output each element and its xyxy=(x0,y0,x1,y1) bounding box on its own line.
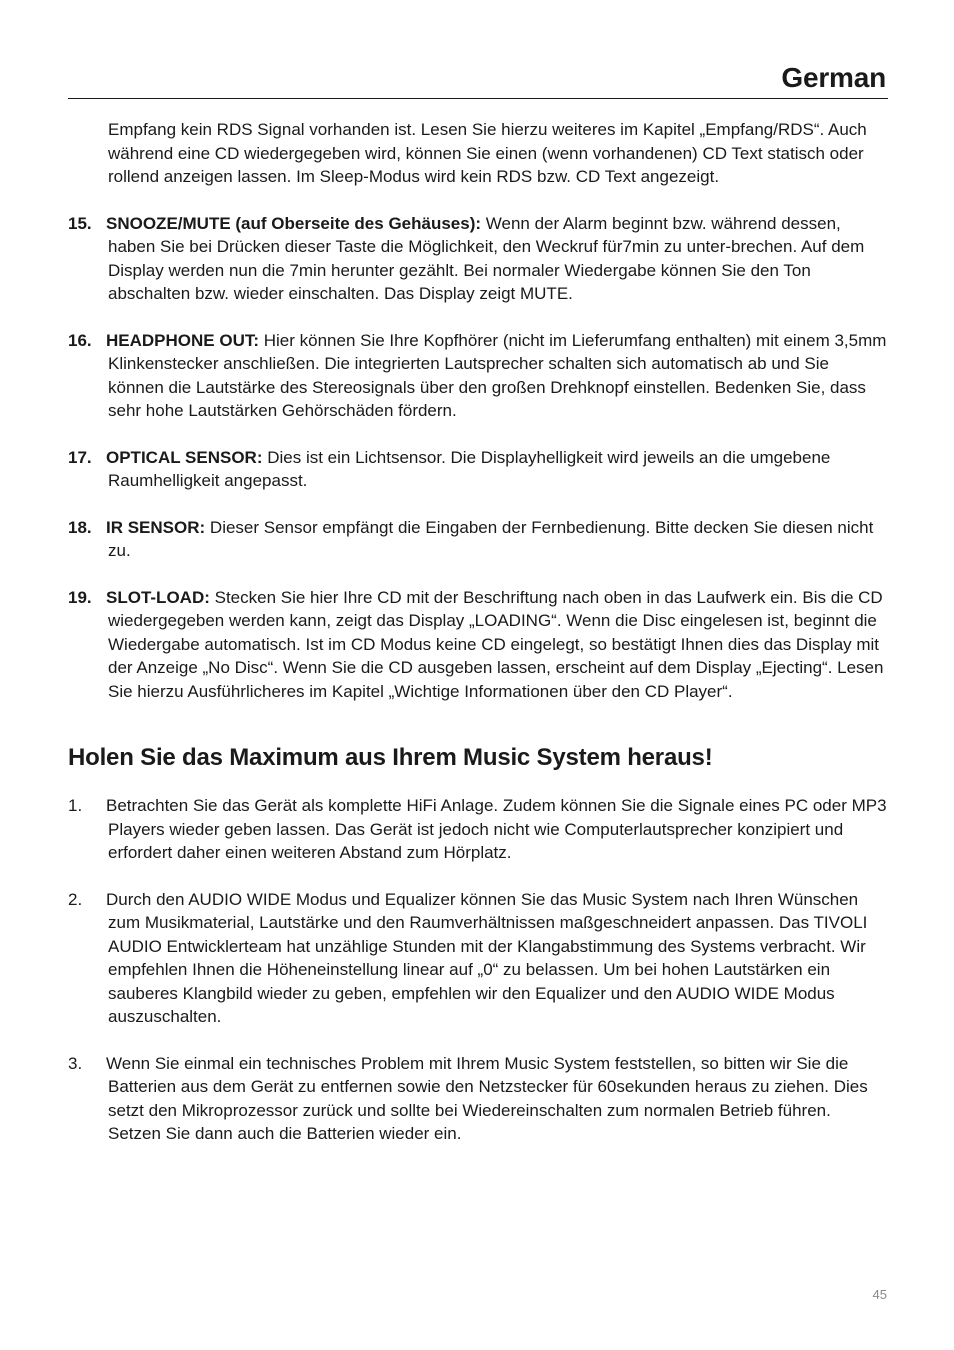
feature-item-17 xyxy=(68,446,888,493)
tip-text: Durch den AUDIO WIDE Modus und Equalizer können Sie das Music System nach Ihren Wünschen zum Musikmaterial, Lautstärke und den Raumverhältnissen maßgeschneidert anpassen. Das TIVOLI AUDIO Entwicklerteam hat unzählige Stunden mit der Klangabstimmung des Systems verbracht. Wir empfehlen Ihnen die Höheneinstellung linear auf „0“ zu belassen. Um bei hohen Lautstärken ein sauberes Klangbild wieder zu geben, empfehlen wir den Equalizer und den AUDIO WIDE Modus auszuschalten. xyxy=(106,889,868,1026)
feature-description xyxy=(108,329,888,423)
feature-term: OPTICAL SENSOR: xyxy=(106,447,263,467)
feature-text: Dies ist ein Lichtsensor. Die Displayhelligkeit wird jeweils an die umgebene Raumhelligkeit angepasst. xyxy=(108,447,831,490)
tip-text: Wenn Sie einmal ein technisches Problem mit Ihrem Music System feststellen, so bitten wir Sie die Batterien aus dem Gerät zu entfernen sowie den Netzstecker für 60sekunden heraus zu ziehen. Dies setzt den Mikroprozessor zurück und sollte bei Wiedereinschalten zum normalen Betrieb führen. Setzen Sie dann auch die Batterien wieder ein. xyxy=(106,1053,868,1143)
feature-text: Wenn der Alarm beginnt bzw. während dessen, haben Sie bei Drücken dieser Taste die Möglichkeit, den Weckruf für7min zu unter-brechen. Auf dem Display werden nun die 7min herunter gezählt. Bei normaler Wiedergabe können Sie den Ton abschalten bzw. wieder einschalten. Das Display zeigt MUTE. xyxy=(108,213,865,303)
feature-number: 17. xyxy=(68,447,92,467)
feature-description xyxy=(108,446,888,493)
feature-item-16 xyxy=(68,329,888,423)
tip-number: 3. xyxy=(68,1053,83,1073)
feature-item-15 xyxy=(68,212,888,306)
tip-text: Betrachten Sie das Gerät als komplette HiFi Anlage. Zudem können Sie die Signale eines PC oder MP3 Players wieder geben lassen. Das Gerät ist jedoch nicht wie Computerlautsprecher konzipiert und erfordert daher einen weiteren Abstand zum Hörplatz. xyxy=(106,796,887,862)
feature-text: Stecken Sie hier Ihre CD mit der Beschriftung nach oben in das Laufwerk ein. Bis die CD wiedergegeben werden kann, zeigt das Display „LOADING“. Wenn die Disc eingelesen ist, beginnt die Wiedergabe automatisch. Ist im CD Modus keine CD eingelegt, so bestätigt Ihnen dies das Display mit der Anzeige „No Disc“. Wenn Sie die CD ausgeben lassen, erscheint auf dem Display „Ejecting“. Lesen Sie hierzu Ausführlicheres im Kapitel „Wichtige Informationen über den CD Player“. xyxy=(108,587,884,701)
feature-item-19 xyxy=(68,586,888,704)
page-content xyxy=(68,118,888,1146)
tip-item-1 xyxy=(68,794,888,865)
tip-number: 1. xyxy=(68,796,83,815)
feature-number: 19. xyxy=(68,587,92,607)
feature-term: SLOT-LOAD: xyxy=(106,587,210,607)
feature-term: HEADPHONE OUT: xyxy=(106,330,260,350)
feature-number: 15. xyxy=(68,213,92,233)
language-title: German xyxy=(781,62,886,93)
section-heading: Holen Sie das Maximum aus Ihrem Music System heraus! xyxy=(68,744,713,771)
feature-description xyxy=(108,516,888,563)
feature-number: 18. xyxy=(68,517,92,537)
feature-text: Hier können Sie Ihre Kopfhörer (nicht im Lieferumfang enthalten) mit einem 3,5mm Klinkenstecker anschließen. Die integrierten Lautsprecher schalten sich automatisch ab und Sie können die Lautstärke des Stereosignals über den großen Drehknopf einstellen. Bedenken Sie, dass sehr hohe Lautstärken Gehörschäden fördern. xyxy=(108,330,887,420)
feature-description xyxy=(108,586,888,704)
feature-text: Dieser Sensor empfängt die Eingaben der Fernbedienung. Bitte decken Sie diesen nicht zu. xyxy=(108,517,874,560)
page-header xyxy=(68,60,888,99)
page-number: 45 xyxy=(872,1287,887,1302)
feature-term: SNOOZE/MUTE (auf Oberseite des Gehäuses): xyxy=(106,213,482,233)
tip-number: 2. xyxy=(68,889,83,909)
feature-description xyxy=(108,212,888,306)
feature-term: IR SENSOR: xyxy=(106,517,206,537)
feature-item-18 xyxy=(68,516,888,563)
tip-item-3 xyxy=(68,1052,888,1146)
intro-paragraph: Empfang kein RDS Signal vorhanden ist. Lesen Sie hierzu weiteres im Kapitel „Empfang/RDS“. Auch während eine CD wiedergegeben wird, können Sie einen (wenn vorhandenen) CD Text statisch oder rollend anzeigen lassen. Im Sleep-Modus wird kein RDS bzw. CD Text angezeigt. xyxy=(108,120,867,186)
feature-number: 16. xyxy=(68,330,92,350)
tip-item-2 xyxy=(68,888,888,1029)
